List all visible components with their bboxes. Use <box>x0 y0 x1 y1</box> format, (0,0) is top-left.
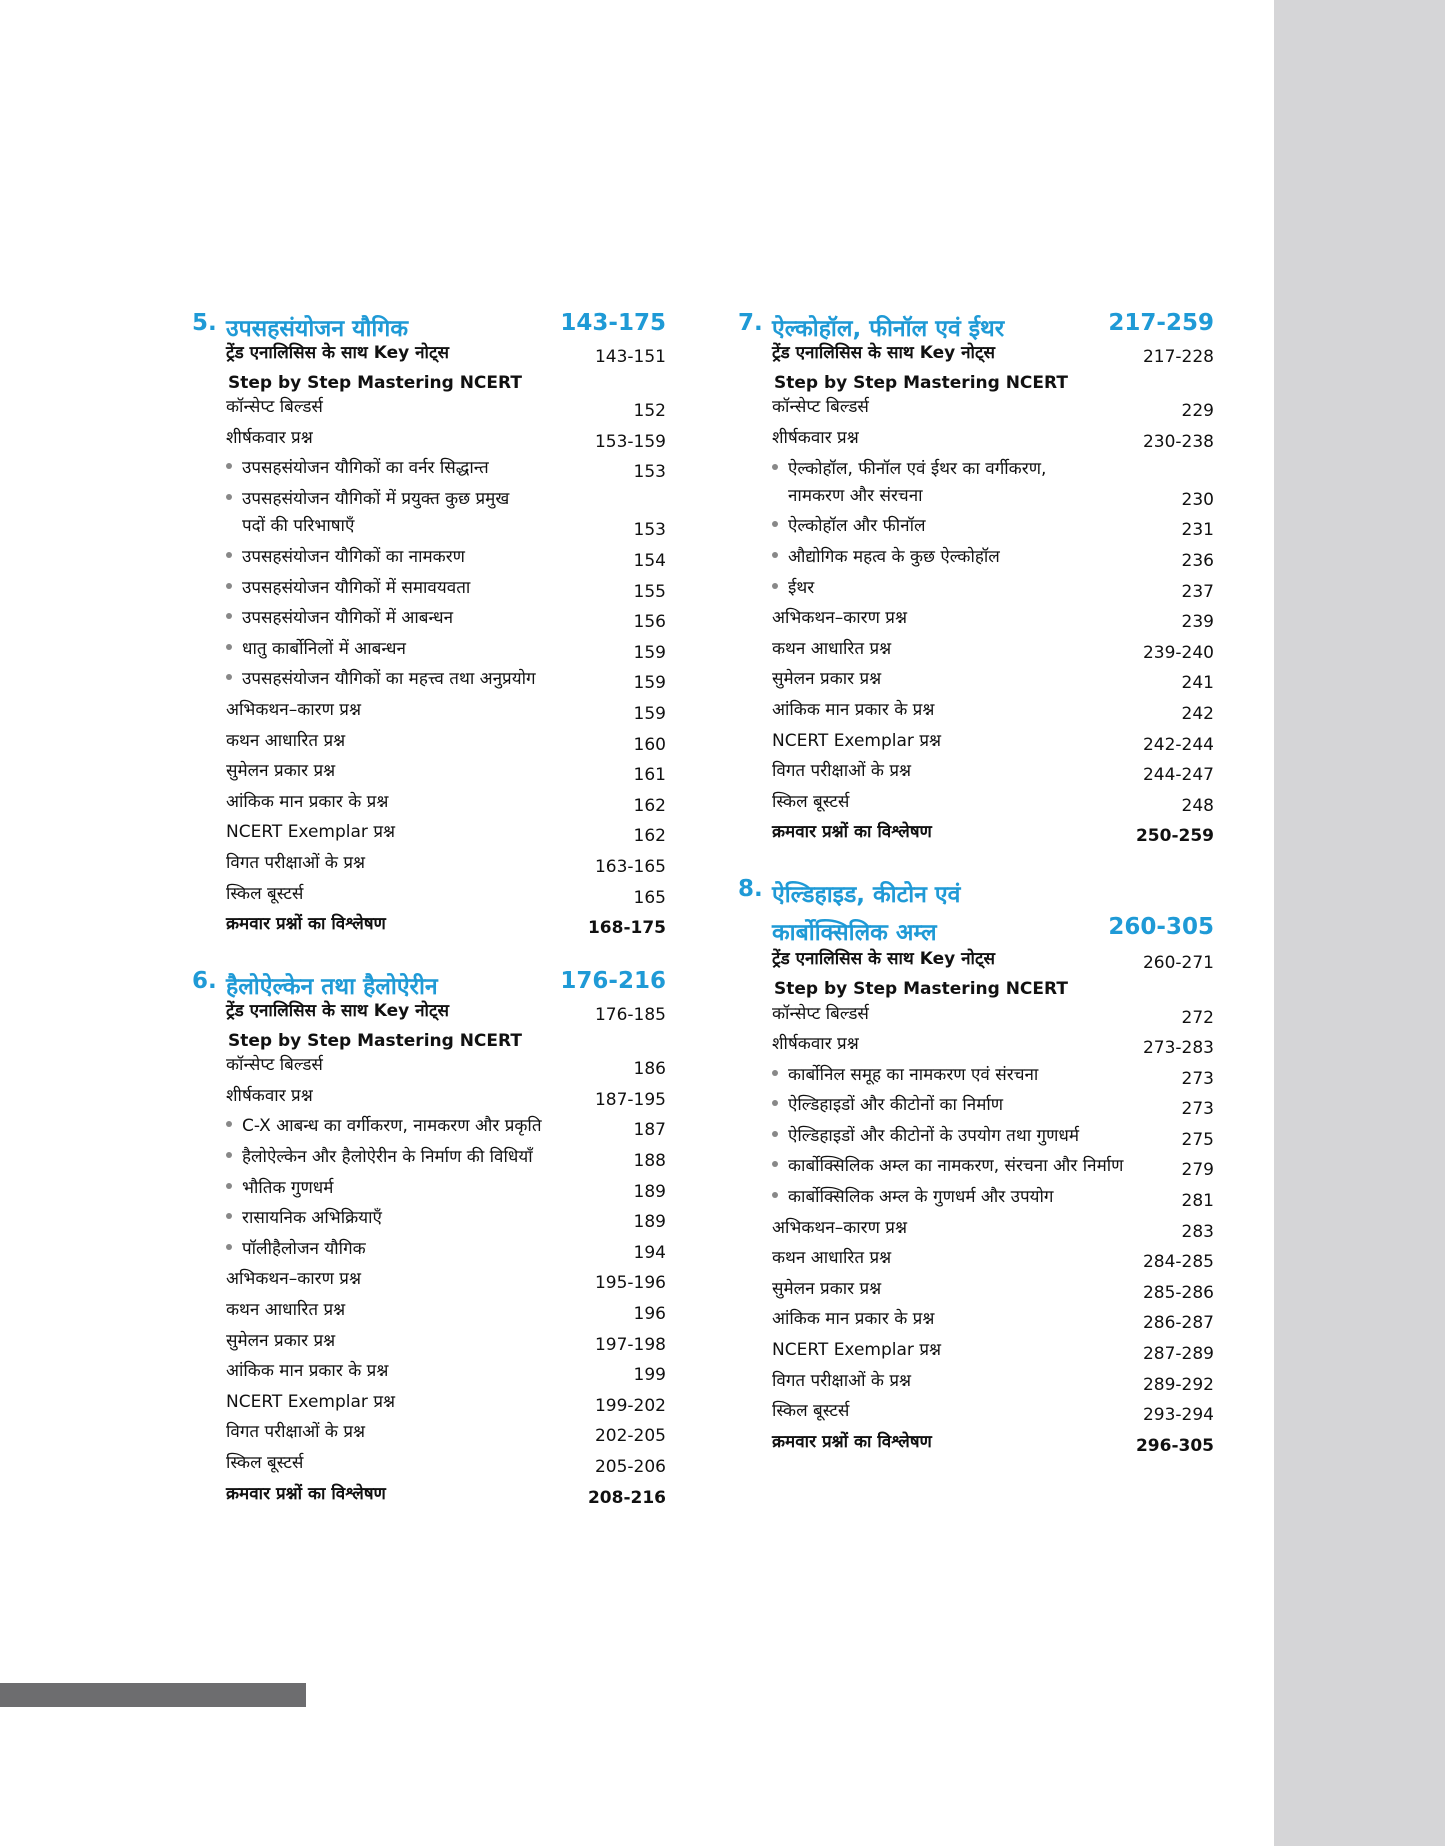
chapter-title-line2: कार्बोक्सिलिक अम्ल <box>772 920 937 947</box>
entry-label: कॉन्सेप्ट बिल्डर्स <box>226 1055 323 1076</box>
chapter-number: 7. <box>738 310 763 336</box>
toc-bullet-entry[interactable] <box>772 1156 1214 1187</box>
entry-label <box>226 1236 366 1263</box>
toc-bullet-entry[interactable] <box>772 516 1214 547</box>
entry-label: अभिकथन–कारण प्रश्न <box>226 1269 361 1290</box>
entry-label: क्रमवार प्रश्नों का विश्लेषण <box>226 914 386 935</box>
entry-page: 230 <box>1181 489 1214 510</box>
bullet-icon <box>226 1121 232 1127</box>
toc-entry-ncert-exemplar[interactable] <box>226 1391 666 1422</box>
toc-bullet-entry[interactable] <box>226 1177 666 1208</box>
chapter-number: 6. <box>192 968 217 995</box>
toc-entry-skill-boosters[interactable] <box>772 791 1214 822</box>
bullet-icon <box>772 1192 778 1198</box>
bullet-text: उपसहसंयोजन यौगिकों का महत्त्व तथा अनुप्रयोग <box>242 669 536 690</box>
entry-label <box>226 486 509 540</box>
toc-entry-trend-notes[interactable] <box>226 1000 666 1031</box>
entry-page: 163-165 <box>594 856 666 877</box>
entry-label: क्रमवार प्रश्नों का विश्लेषण <box>226 1483 386 1504</box>
entry-label: कॉन्सेप्ट बिल्डर्स <box>772 397 869 418</box>
toc-entry-numerical[interactable] <box>226 791 666 822</box>
entry-label: आंकिक मान प्रकार के प्रश्न <box>226 1361 389 1382</box>
entry-label: विगत परीक्षाओं के प्रश्न <box>772 761 912 782</box>
toc-bullet-entry[interactable] <box>226 638 666 669</box>
chapter-page-range: 217-259 <box>1108 310 1214 336</box>
chapter-page-range: 176-216 <box>560 968 666 995</box>
toc-entry-statement-based[interactable] <box>772 1248 1214 1279</box>
bullet-icon <box>772 1100 778 1106</box>
bullet-icon <box>772 1131 778 1137</box>
entry-page: 194 <box>633 1242 666 1263</box>
entry-label: सुमेलन प्रकार प्रश्न <box>226 1330 336 1351</box>
toc-entry-analysis[interactable] <box>226 1483 666 1514</box>
bullet-text-line2: नामकरण और संरचना <box>788 485 923 506</box>
entry-label <box>226 636 406 663</box>
entry-page: 156 <box>633 612 666 633</box>
toc-bullet-entry[interactable] <box>226 488 666 546</box>
toc-entry-matching[interactable] <box>226 761 666 792</box>
entry-page: 160 <box>633 734 666 755</box>
chapter-title: उपसहसंयोजन यौगिक <box>226 316 408 342</box>
bullet-icon <box>226 1152 232 1158</box>
entry-page: 154 <box>633 550 666 571</box>
entry-page: 208-216 <box>587 1487 666 1508</box>
bullet-text: रासायनिक अभिक्रियाएँ <box>242 1208 382 1229</box>
entry-page: 283 <box>1181 1221 1214 1242</box>
toc-entry-ncert-exemplar[interactable] <box>226 822 666 853</box>
entry-page: 153 <box>633 520 666 541</box>
entry-page: 143-151 <box>594 346 666 367</box>
toc-entry-analysis[interactable] <box>772 1431 1214 1462</box>
toc-subheading-ncert <box>772 373 1214 397</box>
entry-page: 187 <box>633 1120 666 1141</box>
entry-page: 159 <box>633 642 666 663</box>
entry-label <box>226 1113 542 1140</box>
entry-label: शीर्षकवार प्रश्न <box>226 1085 313 1106</box>
bullet-icon <box>226 1213 232 1219</box>
toc-entry-assertion-reason[interactable] <box>772 608 1214 639</box>
toc-bullet-entry[interactable] <box>226 546 666 577</box>
entry-page: 273-283 <box>1142 1038 1214 1059</box>
bullet-icon <box>226 463 232 469</box>
entry-page: 196 <box>633 1304 666 1325</box>
entry-label: विगत परीक्षाओं के प्रश्न <box>772 1370 912 1391</box>
entry-label <box>772 1092 1003 1119</box>
entry-page: 205-206 <box>594 1457 666 1477</box>
entry-page: 242-244 <box>1142 734 1214 755</box>
entry-label: आंकिक मान प्रकार के प्रश्न <box>772 1309 935 1330</box>
toc-bullet-entry[interactable] <box>772 546 1214 577</box>
bullet-text: कार्बोनिल समूह का नामकरण एवं संरचना <box>788 1064 1039 1085</box>
toc-bullet-entry[interactable] <box>772 1125 1214 1156</box>
entry-page: 229 <box>1181 401 1214 422</box>
bullet-text: ऐल्कोहॉल और फीनॉल <box>788 516 926 537</box>
entry-label: ट्रेंड एनालिसिस के साथ Key नोट्स <box>226 342 450 363</box>
toc-column-left <box>188 300 666 1514</box>
entry-label: आंकिक मान प्रकार के प्रश्न <box>226 791 389 812</box>
entry-page: 260-271 <box>1142 952 1214 973</box>
entry-label: ट्रेंड एनालिसिस के साथ Key नोट्स <box>772 342 996 363</box>
toc-entry-ncert-exemplar[interactable] <box>772 730 1214 761</box>
entry-label <box>772 456 1046 510</box>
toc-entry-statement-based[interactable] <box>226 730 666 761</box>
entry-label <box>226 605 453 632</box>
bullet-text: ईथर <box>788 577 815 598</box>
bullet-icon <box>226 552 232 558</box>
entry-label: कथन आधारित प्रश्न <box>226 730 346 751</box>
chapter-page-range: 260-305 <box>1108 914 1214 941</box>
toc-bullet-entry[interactable] <box>226 1116 666 1147</box>
chapter-page-range: 143-175 <box>560 310 666 336</box>
entry-label: ट्रेंड एनालिसिस के साथ Key नोट्स <box>226 1000 450 1021</box>
toc-entry-trend-notes[interactable] <box>772 342 1214 373</box>
entry-page: 239-240 <box>1142 642 1214 663</box>
bullet-icon <box>226 644 232 650</box>
entry-page: 197-198 <box>594 1334 666 1355</box>
entry-page: 272 <box>1181 1007 1214 1028</box>
page-side-strip <box>1274 0 1445 1846</box>
entry-label <box>226 1205 382 1232</box>
entry-label <box>226 1144 533 1171</box>
toc-entry-skill-boosters[interactable] <box>226 883 666 914</box>
entry-page: 244-247 <box>1142 765 1214 786</box>
entry-page: 273 <box>1181 1068 1214 1089</box>
toc-entry-numerical[interactable] <box>226 1361 666 1392</box>
toc-column-right <box>734 300 1214 1462</box>
toc-bullet-entry[interactable] <box>226 1146 666 1177</box>
chapter-number: 5. <box>192 310 217 336</box>
toc-entry-matching[interactable] <box>226 1330 666 1361</box>
toc-entry-concept-builders[interactable] <box>226 397 666 428</box>
bullet-text-line2: पदों की परिभाषाएँ <box>242 516 355 537</box>
entry-label: कथन आधारित प्रश्न <box>772 1248 892 1269</box>
toc-entry-statement-based[interactable] <box>226 1299 666 1330</box>
toc-entry-numerical[interactable] <box>772 699 1214 730</box>
entry-page: 250-259 <box>1135 826 1214 847</box>
toc-entry-topicwise[interactable] <box>226 427 666 458</box>
entry-label: स्किल बूस्टर्स <box>772 791 850 812</box>
entry-label: शीर्षकवार प्रश्न <box>226 427 313 448</box>
toc-bullet-entry[interactable] <box>226 1208 666 1239</box>
bullet-icon <box>226 1244 232 1250</box>
chapter-5 <box>188 300 666 944</box>
entry-page: 165 <box>633 887 666 908</box>
bullet-text: भौतिक गुणधर्म <box>242 1177 334 1198</box>
entry-page: 236 <box>1181 550 1214 571</box>
toc-entry-ncert-exemplar[interactable] <box>772 1339 1214 1370</box>
entry-page: 237 <box>1181 581 1214 602</box>
toc-entry-previous-exams[interactable] <box>226 852 666 883</box>
bullet-icon <box>226 583 232 589</box>
bullet-text: औद्योगिक महत्व के कुछ ऐल्कोहॉल <box>788 546 1000 567</box>
bullet-icon <box>772 1161 778 1167</box>
entry-page: 189 <box>633 1212 666 1233</box>
entry-page: 159 <box>633 703 666 724</box>
entry-page: 195-196 <box>594 1273 666 1294</box>
toc-entry-matching[interactable] <box>772 1278 1214 1309</box>
toc-bullet-entry[interactable] <box>226 577 666 608</box>
toc-bullet-entry[interactable] <box>772 1095 1214 1126</box>
toc-subheading-ncert <box>226 373 666 397</box>
entry-page: 189 <box>633 1181 666 1202</box>
toc-entry-skill-boosters[interactable] <box>772 1401 1214 1432</box>
entry-label <box>772 1184 1053 1211</box>
entry-label: NCERT Exemplar प्रश्न <box>226 822 396 843</box>
entry-page: 284-285 <box>1142 1252 1214 1273</box>
entry-page: 285-286 <box>1142 1282 1214 1303</box>
entry-page: 286-287 <box>1142 1313 1214 1334</box>
entry-page: 153 <box>633 462 666 483</box>
toc-entry-topicwise[interactable] <box>772 1034 1214 1065</box>
toc-bullet-entry[interactable] <box>226 458 666 489</box>
entry-label: अभिकथन–कारण प्रश्न <box>772 1217 907 1238</box>
toc-bullet-entry[interactable] <box>226 608 666 639</box>
entry-label: कथन आधारित प्रश्न <box>226 1300 346 1321</box>
entry-label: अभिकथन–कारण प्रश्न <box>772 608 907 629</box>
bullet-text-line1: ऐल्कोहॉल, फीनॉल एवं ईथर का वर्गीकरण, <box>788 458 1047 479</box>
toc-entry-concept-builders[interactable] <box>772 1003 1214 1034</box>
entry-label <box>772 1123 1079 1150</box>
entry-page: 230-238 <box>1142 431 1214 452</box>
toc-entry-assertion-reason[interactable] <box>226 1269 666 1300</box>
bullet-icon <box>226 494 232 500</box>
entry-label: NCERT Exemplar प्रश्न <box>772 1340 942 1361</box>
bullet-text: कार्बोक्सिलिक अम्ल के गुणधर्म और उपयोग <box>788 1187 1054 1208</box>
entry-page: 241 <box>1181 673 1214 694</box>
toc-bullet-entry[interactable] <box>772 1064 1214 1095</box>
toc-entry-concept-builders[interactable] <box>226 1055 666 1086</box>
bullet-text: उपसहसंयोजन यौगिकों का वर्नर सिद्धान्त <box>242 458 489 479</box>
entry-page: 199-202 <box>594 1395 666 1416</box>
chapter-title: हैलोऐल्केन तथा हैलोऐरीन <box>226 974 438 1001</box>
chapter-heading[interactable] <box>188 300 666 342</box>
toc-entry-previous-exams[interactable] <box>772 761 1214 792</box>
bullet-icon <box>772 1070 778 1076</box>
bullet-text-line1: उपसहसंयोजन यौगिकों में प्रयुक्त कुछ प्रमुख <box>242 489 510 510</box>
entry-label <box>226 575 470 602</box>
entry-label: स्किल बूस्टर्स <box>226 883 304 904</box>
bullet-text: उपसहसंयोजन यौगिकों में समावयवता <box>242 577 471 598</box>
bullet-text: ऐल्डिहाइडों और कीटोनों के उपयोग तथा गुणधर्म <box>788 1125 1080 1146</box>
chapter-title <box>772 876 960 952</box>
entry-page: 168-175 <box>587 918 666 939</box>
toc-bullet-entry[interactable] <box>226 669 666 700</box>
entry-label <box>772 1153 1123 1180</box>
entry-label: कथन आधारित प्रश्न <box>772 638 892 659</box>
toc-entry-trend-notes[interactable] <box>226 342 666 373</box>
bullet-icon <box>772 583 778 589</box>
chapter-title-line1: ऐल्डिहाइड, कीटोन एवं <box>772 882 961 909</box>
bullet-icon <box>226 613 232 619</box>
entry-page: 159 <box>633 673 666 694</box>
entry-label: आंकिक मान प्रकार के प्रश्न <box>772 699 935 720</box>
entry-label: क्रमवार प्रश्नों का विश्लेषण <box>772 1431 932 1452</box>
entry-page: 161 <box>633 765 666 786</box>
entry-page: 202-205 <box>594 1426 666 1447</box>
entry-label: शीर्षकवार प्रश्न <box>772 427 859 448</box>
entry-page: 162 <box>633 826 666 847</box>
toc-entry-skill-boosters[interactable] <box>226 1452 666 1483</box>
bullet-text: उपसहसंयोजन यौगिकों में आबन्धन <box>242 608 454 629</box>
entry-label: NCERT Exemplar प्रश्न <box>226 1391 396 1412</box>
bullet-text: पॉलीहैलोजन यौगिक <box>242 1238 366 1259</box>
bullet-icon <box>772 521 778 527</box>
entry-page: 153-159 <box>594 431 666 452</box>
entry-label <box>226 544 465 571</box>
chapter-heading[interactable] <box>734 300 1214 342</box>
entry-label: सुमेलन प्रकार प्रश्न <box>772 669 882 690</box>
entry-label <box>226 666 536 693</box>
bullet-icon <box>772 464 778 470</box>
toc-bullet-entry[interactable] <box>772 577 1214 608</box>
entry-label: ट्रेंड एनालिसिस के साथ Key नोट्स <box>772 948 996 969</box>
chapter-number: 8. <box>738 876 763 903</box>
toc-entry-previous-exams[interactable] <box>226 1422 666 1453</box>
toc-entry-topicwise[interactable] <box>226 1085 666 1116</box>
entry-label: NCERT Exemplar प्रश्न <box>772 730 942 751</box>
toc-entry-numerical[interactable] <box>772 1309 1214 1340</box>
entry-page: 188 <box>633 1151 666 1172</box>
toc-entry-topicwise[interactable] <box>772 427 1214 458</box>
toc-entry-concept-builders[interactable] <box>772 397 1214 428</box>
toc-entry-previous-exams[interactable] <box>772 1370 1214 1401</box>
subheading-label: Step by Step Mastering NCERT <box>774 372 1068 393</box>
entry-page: 152 <box>633 401 666 422</box>
entry-page: 242 <box>1181 703 1214 724</box>
chapter-8 <box>734 866 1214 1462</box>
entry-page: 248 <box>1181 795 1214 816</box>
toc-entry-statement-based[interactable] <box>772 638 1214 669</box>
bullet-text: हैलोऐल्केन और हैलोऐरीन के निर्माण की विधियाँ <box>242 1147 533 1168</box>
entry-page: 287-289 <box>1142 1344 1214 1365</box>
toc-entry-trend-notes[interactable] <box>772 948 1214 979</box>
bullet-text: धातु कार्बोनिलों में आबन्धन <box>242 638 406 659</box>
bullet-icon <box>226 1183 232 1189</box>
entry-label: सुमेलन प्रकार प्रश्न <box>772 1278 882 1299</box>
page-footer-bar <box>0 1683 306 1707</box>
entry-page: 155 <box>633 581 666 602</box>
entry-label: कॉन्सेप्ट बिल्डर्स <box>772 1003 869 1024</box>
chapter-6 <box>188 958 666 1514</box>
subheading-label: Step by Step Mastering NCERT <box>228 372 522 393</box>
chapter-heading[interactable] <box>734 866 1214 948</box>
entry-page: 217-228 <box>1142 346 1214 367</box>
entry-page: 279 <box>1181 1160 1214 1181</box>
entry-page: 289-292 <box>1142 1374 1214 1395</box>
entry-page: 162 <box>633 795 666 816</box>
entry-page: 187-195 <box>594 1089 666 1110</box>
entry-label: विगत परीक्षाओं के प्रश्न <box>226 1422 366 1443</box>
toc-bullet-entry[interactable] <box>772 458 1214 516</box>
entry-label <box>772 1062 1038 1089</box>
chapter-heading[interactable] <box>188 958 666 1000</box>
entry-page: 273 <box>1181 1099 1214 1120</box>
toc-bullet-entry[interactable] <box>226 1238 666 1269</box>
entry-page: 199 <box>633 1365 666 1386</box>
entry-label: सुमेलन प्रकार प्रश्न <box>226 761 336 782</box>
entry-label <box>226 1175 333 1202</box>
entry-page: 296-305 <box>1135 1435 1214 1456</box>
entry-label: शीर्षकवार प्रश्न <box>772 1034 859 1055</box>
chapter-7 <box>734 300 1214 852</box>
toc-entry-analysis[interactable] <box>226 914 666 945</box>
bullet-text: C-X आबन्ध का वर्गीकरण, नामकरण और प्रकृति <box>242 1116 542 1137</box>
entry-label: कॉन्सेप्ट बिल्डर्स <box>226 397 323 418</box>
chapter-title: ऐल्कोहॉल, फीनॉल एवं ईथर <box>772 316 1005 342</box>
entry-label: स्किल बूस्टर्स <box>226 1453 304 1473</box>
entry-label <box>772 544 1000 571</box>
toc-entry-matching[interactable] <box>772 669 1214 700</box>
entry-label: क्रमवार प्रश्नों का विश्लेषण <box>772 822 932 843</box>
entry-page: 186 <box>633 1059 666 1080</box>
bullet-icon <box>772 552 778 558</box>
subheading-label: Step by Step Mastering NCERT <box>774 978 1068 999</box>
entry-page: 231 <box>1181 520 1214 541</box>
entry-page: 293-294 <box>1142 1405 1214 1426</box>
entry-label: अभिकथन–कारण प्रश्न <box>226 699 361 720</box>
toc-subheading-ncert <box>226 1031 666 1055</box>
entry-label: विगत परीक्षाओं के प्रश्न <box>226 852 366 873</box>
toc-entry-assertion-reason[interactable] <box>226 699 666 730</box>
bullet-text: ऐल्डिहाइडों और कीटोनों का निर्माण <box>788 1095 1004 1116</box>
toc-subheading-ncert <box>772 979 1214 1003</box>
bullet-icon <box>226 674 232 680</box>
bullet-text: उपसहसंयोजन यौगिकों का नामकरण <box>242 546 465 567</box>
bullet-text: कार्बोक्सिलिक अम्ल का नामकरण, संरचना और निर्माण <box>788 1156 1124 1177</box>
toc-bullet-entry[interactable] <box>772 1186 1214 1217</box>
toc-entry-assertion-reason[interactable] <box>772 1217 1214 1248</box>
entry-page: 281 <box>1181 1191 1214 1212</box>
entry-label <box>772 513 926 540</box>
entry-page: 275 <box>1181 1129 1214 1150</box>
entry-page: 176-185 <box>594 1004 666 1025</box>
entry-label: स्किल बूस्टर्स <box>772 1401 850 1422</box>
subheading-label: Step by Step Mastering NCERT <box>228 1030 522 1051</box>
toc-entry-analysis[interactable] <box>772 822 1214 853</box>
entry-label <box>226 455 489 482</box>
entry-label <box>772 575 814 602</box>
entry-page: 239 <box>1181 612 1214 633</box>
